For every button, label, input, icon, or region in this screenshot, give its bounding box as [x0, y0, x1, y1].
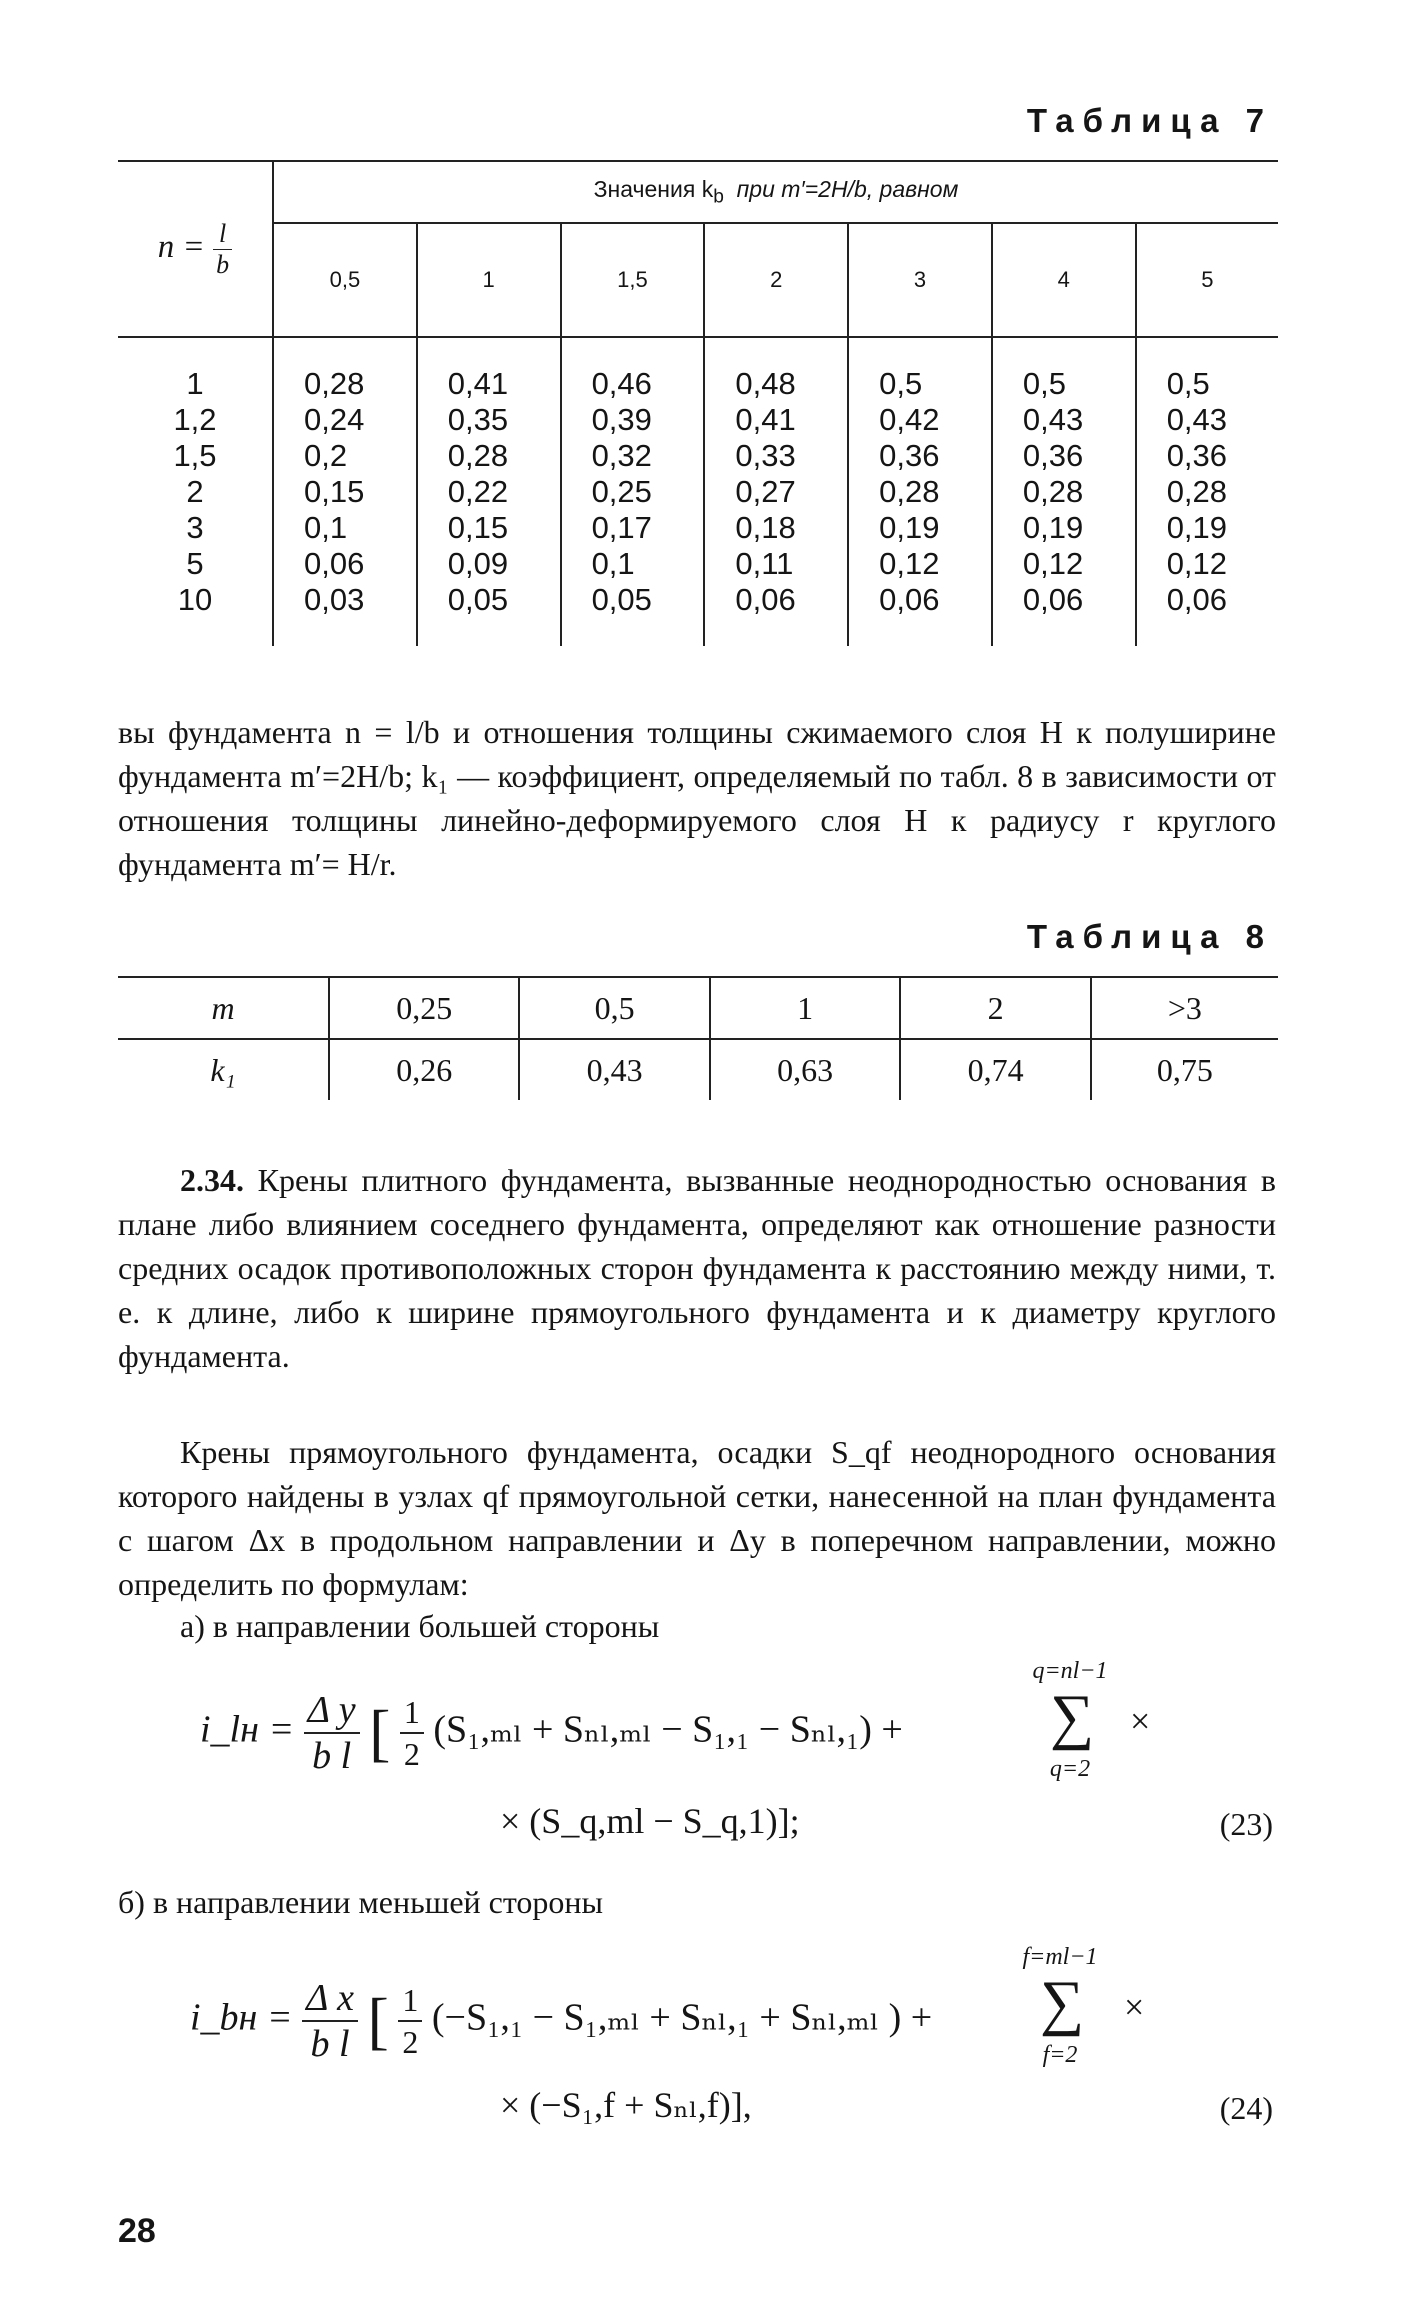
- table-cell: 0,2: [304, 438, 348, 473]
- table-cell: 0,12: [1022, 546, 1084, 581]
- formula24-number: (24): [1219, 2090, 1273, 2126]
- row-header-b: b: [216, 249, 230, 279]
- table-cell: 0,41: [735, 402, 796, 437]
- formula23-number: (23): [1219, 1806, 1273, 1842]
- formula24-lhs: i_bн =: [190, 1996, 293, 2039]
- table7-col-0: 0,5: [273, 223, 417, 337]
- paragraph-2: [118, 1158, 1276, 1378]
- table-cell: 0,5: [879, 366, 923, 401]
- table-cell: 0,35: [447, 402, 509, 437]
- table7-col-4: 3: [848, 223, 992, 337]
- table7-col6-values: [1136, 337, 1278, 646]
- table-cell: 0,12: [879, 546, 940, 581]
- table-cell: 0,1: [591, 546, 635, 581]
- formula23-times: ×: [1130, 1701, 1151, 1741]
- table-cell: 0,24: [304, 402, 365, 437]
- table-cell: 0,28: [304, 366, 365, 401]
- table8-k1-0: 0,26: [329, 1039, 519, 1100]
- table-cell: 0,43: [1166, 402, 1228, 437]
- table8-k1-1: 0,43: [519, 1039, 709, 1100]
- table-cell: 0,42: [879, 402, 940, 437]
- table-cell: 0,32: [591, 438, 652, 473]
- table-cell: 0,06: [735, 582, 796, 617]
- table-cell: 0,06: [1022, 582, 1084, 617]
- formula23-frac-num: Δ y: [304, 1688, 360, 1734]
- table8-m-2: 1: [710, 977, 900, 1039]
- table-cell: 0,06: [1166, 582, 1228, 617]
- table-cell: 0,22: [447, 474, 509, 509]
- formula23-frac-den: b l: [312, 1735, 352, 1777]
- table-cell: 0,19: [879, 510, 940, 545]
- formula24-body: (−S₁,₁ − S₁,ₘₗ + Sₙₗ,₁ + Sₙₗ,ₘₗ ) +: [431, 1996, 933, 2039]
- section-number: 2.34.: [180, 1162, 244, 1198]
- formula23-lhs: i_lн =: [200, 1708, 295, 1751]
- table7-col-6: 5: [1136, 223, 1278, 337]
- table7-col3-values: [704, 337, 848, 646]
- header-sub: b: [713, 186, 724, 208]
- table7-header: [273, 161, 1278, 223]
- table-cell: 0,48: [735, 366, 796, 401]
- table-cell: 0,46: [591, 366, 652, 401]
- header-text: Значения k: [593, 175, 714, 202]
- table7-col2-values: [561, 337, 705, 646]
- table8-m-0: 0,25: [329, 977, 519, 1039]
- table-cell: 0,05: [447, 582, 509, 617]
- table-row: 1,2: [173, 402, 217, 437]
- table-row: 3: [186, 510, 204, 545]
- formula23-sum-bottom: q=2: [1049, 1756, 1091, 1782]
- table-cell: 0,05: [591, 582, 652, 617]
- table-cell: 0,36: [879, 438, 940, 473]
- table-row: 1: [186, 366, 204, 401]
- table-cell: 0,5: [1166, 366, 1210, 401]
- formula23-half-den: 2: [403, 1736, 420, 1772]
- table8-m-4: >3: [1091, 977, 1278, 1039]
- table7: [118, 160, 1278, 646]
- table7-body: [118, 337, 1278, 646]
- table-cell: 0,18: [735, 510, 796, 545]
- table-cell: 0,33: [735, 438, 796, 473]
- table8-k1-3: 0,74: [900, 1039, 1090, 1100]
- formula23-sum-top: q=nl−1: [1032, 1658, 1108, 1684]
- table-cell: 0,36: [1022, 438, 1084, 473]
- table-cell: 0,06: [879, 582, 940, 617]
- table-cell: 0,27: [735, 474, 796, 509]
- table-row: 1,5: [173, 438, 217, 473]
- table-cell: 0,5: [1022, 366, 1067, 401]
- table-cell: 0,28: [879, 474, 940, 509]
- table-cell: 0,03: [304, 582, 365, 617]
- item-a: а) в направлении большей стороны: [180, 1608, 660, 1644]
- table-cell: 0,28: [447, 438, 509, 473]
- formula-23: i_lн = $\frac{\text{Δ y}}{\text{b l}}$ [ $\frac{1}{2}$ (S₁,ₘₗ + Sₙₗ,ₘₗ − S₁,₁ − Sₙₗ,₁) +: [200, 1689, 903, 1777]
- header-tail: при m′=2H/b, равном: [736, 175, 959, 202]
- row-header-l: l: [213, 219, 232, 250]
- formula24-frac-den: b l: [310, 2023, 350, 2065]
- table-row: 10: [177, 582, 213, 617]
- table-cell: 0,25: [591, 474, 652, 509]
- paragraph-3: Крены прямоугольного фундамента, осадки S_qf неоднородного основания которого найдены в узлах qf прямоугольной сетки, нанесенной на план фундамента с шагом Δx в продольном направлении и Δy в поперечном направлении, можно определить по формулам:: [118, 1434, 1276, 1602]
- table-cell: 0,36: [1166, 438, 1228, 473]
- table-cell: 0,12: [1166, 546, 1228, 581]
- table7-col0-values: [273, 337, 417, 646]
- table8-k1-4: 0,75: [1091, 1039, 1278, 1100]
- sum-icon: ∑: [1040, 1969, 1085, 2037]
- table-cell: 0,06: [304, 546, 365, 581]
- table8-m-3: 2: [900, 977, 1090, 1039]
- formula-24: i_bн = $\frac{\text{Δ x}}{\text{b l}}$ [ $\frac{1}{2}$ (−S₁,₁ − S₁,ₘₗ + Sₙₗ,₁ + Sₙₗ,ₘₗ ) +: [190, 1977, 933, 2065]
- formula24-sum-top: f=ml−1: [1022, 1944, 1098, 1970]
- item-b: б) в направлении меньшей стороны: [118, 1884, 604, 1920]
- formula23-body: (S₁,ₘₗ + Sₙₗ,ₘₗ − S₁,₁ − Sₙₗ,₁) +: [433, 1708, 903, 1751]
- table7-col1-values: [417, 337, 561, 646]
- table8-k1-2: 0,63: [710, 1039, 900, 1100]
- table-row: 5: [186, 546, 204, 581]
- paragraph-2-text: Крены плитного фундамента, вызванные неоднородностью основания в плане либо влиянием соседнего фундамента, определяют как отношение разности средних осадок противоположных сторон фундамента к расстоянию между ними, т. е. к длине, либо к ширине прямоугольного фундамента и к диаметру круглого фундамента.: [118, 1162, 1277, 1374]
- formula23-line2: × (S_q,ml − S_q,1)];: [500, 1801, 800, 1841]
- table-cell: 0,28: [1166, 474, 1228, 509]
- table7-row-header: [118, 161, 273, 337]
- table-cell: 0,19: [1022, 510, 1084, 545]
- row-header-n: n =: [157, 228, 205, 265]
- table8-k1-label: k₁: [210, 1051, 236, 1088]
- table7-n-column: [118, 337, 273, 646]
- table8-m-1: 0,5: [519, 977, 709, 1039]
- formula23-half-num: 1: [400, 1692, 424, 1734]
- table-cell: 0,11: [735, 546, 794, 581]
- page-number: 28: [118, 2212, 156, 2250]
- table7-col5-values: [992, 337, 1136, 646]
- formula24-times: ×: [1124, 1987, 1145, 2027]
- formula24-half-num: 1: [398, 1980, 422, 2022]
- table8-caption: Таблица 8: [1026, 918, 1273, 955]
- sum-icon: ∑: [1050, 1683, 1095, 1751]
- table-cell: 0,15: [304, 474, 365, 509]
- table-cell: 0,19: [1166, 510, 1228, 545]
- table-cell: 0,28: [1022, 474, 1084, 509]
- table-cell: 0,15: [447, 510, 509, 545]
- table7-col-3: 2: [704, 223, 848, 337]
- table-cell: 0,41: [447, 366, 509, 401]
- table7-col4-values: [848, 337, 992, 646]
- table8: [118, 976, 1278, 1100]
- table7-col-5: 4: [992, 223, 1136, 337]
- table-row: 2: [186, 474, 204, 509]
- table-cell: 0,1: [304, 510, 348, 545]
- table-cell: 0,17: [591, 510, 652, 545]
- paragraph-1: вы фундамента n = l/b и отношения толщины сжимаемого слоя H к полуширине фундамента m′=2H/b; k₁ — коэффициент, определяемый по табл. 8 в зависимости от отношения толщины линейно-деформируемого слоя H к радиусу r круглого фундамента m′= H/r.: [118, 714, 1276, 882]
- formula24-half-den: 2: [402, 2024, 419, 2060]
- formula24-line2: × (−S₁,f + Sₙₗ,f)],: [500, 2085, 752, 2125]
- formula24-sum-bottom: f=2: [1042, 2042, 1078, 2068]
- table7-caption: Таблица 7: [1026, 102, 1273, 139]
- table-cell: 0,39: [591, 402, 652, 437]
- table8-m-label: m: [211, 989, 235, 1026]
- table7-col-2: 1,5: [561, 223, 705, 337]
- formula24-frac-num: Δ x: [302, 1976, 358, 2022]
- table7-col-1: 1: [417, 223, 561, 337]
- table-cell: 0,43: [1022, 402, 1084, 437]
- table-cell: 0,09: [447, 546, 509, 581]
